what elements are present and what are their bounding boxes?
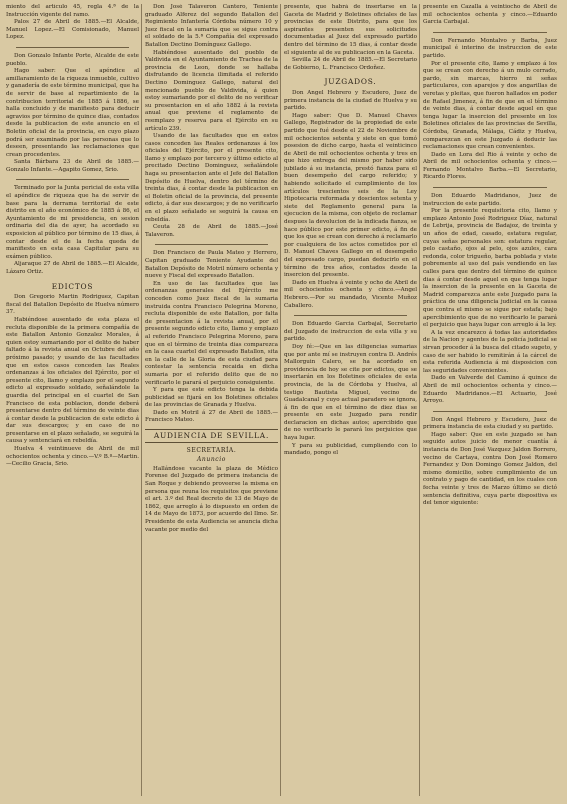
- paragraph: Dado en Motril á 27 de Abril de 1885.—Francisco Mateo.: [145, 409, 278, 424]
- paragraph: Usando de las facultades que en estos casos conceden las Reales ordenanzas á los oficiales del Ejército, por el presente cito, llamo y emplazo por tercero y último edicto al precitado Dectino Dominguez, señalándole haga su presentacion ante el Jefe del Batallon Depósito de Huelva, dentro del término de treinta dias, á contar desde la publicacion en el Boletin oficial de la provincia, del presente edicto, á dar sus descargos; y de no verificarlo en el plazo señalado se seguirá la causa en rebeldía.: [145, 133, 278, 223]
- paragraph: A la vez encarezco á todas las autoridades de la Nacion y agentes de la policía judicial se sirvan proceder á la busca del citado sugeto, y caso de ser habido lo remitirán á la cárcel de esta referida Audiencia á mi disposicion con las seguridades convenientes.: [423, 329, 557, 374]
- paragraph: Por el presente cito, llamo y emplazo á los que se crean con derecho á un mulo cerrado, pardo, sin marcas, hierro ni señas particulares, con aparejos y dos angarillas de veretas y pleitas, que fueron hallados en poder de Rafael Jimenez, á fin de que en el término de veinte dias, á contar desde aquel en que tenga lugar la insercion del presente en los Boletines oficiales de las provincias de Sevilla, Córdoba, Granada, Málaga, Cádiz y Huelva, comparezcan en este Juzgado á deducir las reclamaciones que crean convenientes.: [423, 60, 557, 151]
- column-3: [284, 4, 420, 796]
- section-heading: JUZGADOS.: [324, 77, 377, 87]
- paragraph: Don Angel Hebrero y Escudero, Juez de primera instancia de la ciudad de Huelva y su partido.: [284, 89, 417, 112]
- paragraph: Don Eduardo Garcia Carbajal, Secretario del Juzgado de instruccion de esta villa y su partido.: [284, 321, 417, 343]
- paragraph: Hallándose vacante la plaza de Médico Forense del Juzgado de primera instancia de San Roque y debiendo proveerse la misma en persona que reuna los requisitos que previene el art. 3.º del Real decreto de 13 de Mayo de 1862, que arreglo á lo dispuesto en orden de 14 de Mayo de 1873, por acuerdo del Ilmo. Sr. Presidente de esta Audiencia se anuncia dicha vacante por medio del: [145, 465, 278, 533]
- paragraph: Y para su publicidad, cumpliendo con lo mandado, pongo el: [284, 442, 417, 457]
- paragraph: Santa Bárbara 23 de Abril de 1885.—Gonzalo Infante.—Agapito Gomez, Srio.: [6, 159, 139, 173]
- column-1: [6, 4, 142, 796]
- section-divider: [433, 187, 547, 188]
- paragraph: Habiéndose ausentado de esta plaza el recluta disponible de la primera compañía de este Batallon Antonio Gonzalez Morales, á quien estoy sumariando por el delito de haber faltado á la revista anual en Octubre del año próximo pasado; y usando de las facultades que en estos casos conceden las Reales ordenanzas á los oficiales del Ejército, por el presente cito, llamo y emplazo por el segundo edicto al expresado soldado, señalándole la guardia del principal en el cuartel de San Francisco de esta poblacion, donde deberá presentarse dentro del término de veinte dias á contar desde la publicacion de este edicto á dar sus descargos; y en caso de no presentarse en el plazo señalado, se seguirá la causa y sentenciará en rebeldía.: [6, 316, 139, 445]
- paragraph: En uso de las facultades que las ordenanzas generales del Ejército me conceden como Juez fiscal de la sumaria instruida contra Francisco Pelegrina Moreno, recluta disponible de este Batallon, por falta de presentacion á la revista anual, por el presente segundo edicto cito, llamo y emplazo al referido Francisco Pelegrina Moreno, para que en el término de treinta dias comparezca en la casa cuartel del expresado Batallon, sita en la calle de la Gloria de esta ciudad para contestar la sentencia recaida en dicha sumaria por el referido delito que de no verificarlo le parará el perjuicio consiguiente.: [145, 280, 278, 386]
- paragraph: Por la presente requisitoria cito, llamo y emplazo Antonio José Rodriguez Díaz, natural de Lebrija, provincia de Badajoz, de treinta y un años de edad, casado, estatura regular, cuyas señas personales son: estatura regular, pelo castaño, ojos al pelo, ojos azules, cara redonda, color trigueño, barba poblada y viste pobremente al uso del país vendiendo en las calles para que dentro del término de quince dias á contar desde aquel en que tenga lugar la insercion de la presente en la Gaceta de Madrid comparezca ante este Juzgado para la práctica de una diligencia judicial en la causa que contra el mismo se sigue por estafa; bajo apercibimiento que de no verificarlo le parará el perjuicio que haya lugar con arreglo á la ley.: [423, 208, 557, 329]
- column-2: [145, 4, 281, 796]
- paragraph: Doy fé:—Que en las diligencias sumarias que por ante mí se instruyen contra D. Andrés Mallorguin Calero, se ha acordado en providencia de hoy se cite por edictos, que se insertarán en los Boletines oficiales de esta provincia, de la de Córdoba y Huelva, al testigo Bautista Miguel, vecino de Guadalcanal y cuyo actual paradero se ignora, á fin de que en el término de diez dias se presente en este Juzgado para rendir declaracion en dichas autos; apercibido que de no verificarlo le parará los perjuicios que haya lugar.: [284, 343, 417, 442]
- section-heading: AUDIENCIA DE SEVILLA.: [145, 429, 278, 443]
- paragraph: Huelva 4 veintinueve de Abril de mil ochocientos ochenta y cinco.—V.º B.º—Martin.—Cecilio Gracia, Srio.: [6, 446, 139, 468]
- paragraph: Dado en Valverde del Camino á quince de Abril de mil ochocientos ochenta y cinco.—Eduardo Madridanos.—El Actuario, José Arroyo.: [423, 375, 557, 405]
- paragraph: Sevilla 24 de Abril de 1885.—El Secretario de Gobierno, L. Francisco Ordoñez.: [284, 57, 417, 71]
- newspaper-page: [6, 4, 561, 796]
- section-heading: EDICTOS: [51, 281, 94, 291]
- section-divider: [433, 411, 547, 412]
- paragraph: Habiéndose ausentado del pueblo de Valdivida en el Ayuntamiento de Trachea de la provincia de Leon, donde se hallaba disfrutando de licencia ilimitada el referido Dectino Dominguez Gallego, natural del mencionado pueblo de Valdivida, á quien estoy sumariando por el delito de no verificar su presentacion en el año 1882 á la revista anual que previene el reglamento de reemplazo y reserva para el Ejército en su artículo 239.: [145, 49, 278, 132]
- paragraph: Don Angel Hebrero y Escudero, Juez de primera instancia de esta ciudad y su partido.: [423, 416, 557, 431]
- paragraph: Aljaraque 27 de Abril de 1885.—El Alcalde, Lázaro Ortiz.: [6, 261, 139, 275]
- paragraph: Y para que este edicto tenga la debida publicidad se fijará en los Boletines oficiales de las provincias de Granada y Huelva.: [145, 387, 278, 409]
- paragraph: Don Gonzalo Infante Porte, Alcalde de este pueblo.: [6, 52, 139, 67]
- column-4: [423, 4, 559, 796]
- section-divider: [16, 179, 129, 180]
- section-divider: [433, 32, 547, 33]
- section-divider: [155, 244, 268, 245]
- paragraph: Palos 27 de Abril de 1885.—El Alcalde, Manuel Lopez.—El Comisionado, Manuel Lopez.: [6, 19, 139, 41]
- subheading: SECRETARÍA.: [186, 446, 237, 454]
- paragraph: Hago saber: Que en este juzgado se han seguido autos juicio de menor cuantía á instancia de Don José Vazquez Jaldon Borrero, vecino de Cartaya, contra Don José Romero Fernandez y Don Domingo Gomez Jaldon, del mismo domicilio, sobre cumplimiento de un contrato y pago de cantidad, en los cuales con fecha veinte y tres de Marzo último se dictó sentencia definitiva, cuya parte dispositiva es del tenor siguiente:: [423, 431, 557, 507]
- section-divider: [294, 315, 407, 316]
- subheading: Anuncio: [196, 456, 227, 464]
- paragraph: presente en Cazalla á veintiocho de Abril de mil ochocientos ochenta y cinco.—Eduardo Garcia Carbajal.: [423, 4, 557, 26]
- paragraph: Dado en Huelva á veinte y ocho de Abril de mil ochocientos ochenta y cinco.—Angel Hebrero.—Por su mandado, Vicente Muñoz Caballero.: [284, 279, 417, 309]
- paragraph: Don José Talaveron Cantero, Teniente graduado Alferez del segundo Batallon del Regimiento Infantería Córdoba número 10 y Juez fiscal en la sumaria que se sigue contra el soldado de la 5.ª Compañía del expresado Batallon Dectino Domínguez Gallego.: [145, 4, 278, 48]
- paragraph: Hago saber: Que el apéndice al amillaramiento de la riqueza inmueble, cultivo y ganadería de este término municipal, que ha de servir de base al repartimiento de la contribucion territorial de 1885 á 1886, se halla concluido y de manifiesto para deducir agravios por término de quince dias, contados desde la publicacion de este anuncio en el Boletin oficial de la provincia, en cuyo plazo podrá ser examinado por las personas que lo deseen, presentando las reclamaciones que crean procedentes.: [6, 68, 139, 158]
- paragraph: Hago saber: Que D. Manuel Chaves Gallego, Registrador de la propiedad de este partido que fué desde el 22 de Noviembre de mil ochocientos setenta y siete en que tomó posesion de dicho cargo, hasta el veinticinco de Abril de mil ochocientos ochenta y tres en que hizo entrega del mismo por haber sido jubilado á su instancia, prestó fianza para el buen desempeño del cargo referido; y habiendo solicitado el cumplimiento de los artículos trescientos seis de la Ley Hipotecaria reformada y doscientos setenta y siete del Reglamento general para la ejecucion de la misma, con objeto de reclamar despues la devolucion de la indicada fianza, se hace público por este primer edicto, á fin de que los que se crean con derecho á reclamarlo por cualquiera de los actos cometidos por el D. Manuel Chaves Gallego en el desempeño del expresado cargo, puedan deducirlo en el término de tres años, contados desde la insercion del presente.: [284, 112, 417, 279]
- paragraph: Terminado por la Junta pericial de esta villa el apéndice de riqueza que ha de servir de base para la derrama territorial de este distrito en el año económico de 1885 á 86, el Ayuntamiento de mi presidencia, en sesion ordinaria del dia de ayer, ha acordado su exposicion al público por término de 15 dias, á contar desde el de la fecha queda de manifiesto en esta casa Capitular para su exámen público.: [6, 185, 139, 260]
- paragraph: Don Francisco de Paula Mateo y Herrero, Capitan graduado Teniente Ayudante del Batallon Depósito de Motril número ochenta y nueve y Fiscal del expresado Batallon.: [145, 250, 278, 280]
- section-divider: [16, 47, 129, 48]
- paragraph: miento del artículo 45, regla 4.ª de la Instrucción vigente del ramo.: [6, 4, 139, 18]
- paragraph: Ceuta 28 de Abril de 1885.—José Talaveron.: [145, 224, 278, 238]
- paragraph: Dado en Lora del Rio á veinte y ocho de Abril de mil ochocientos ochenta y cinco.—Fernando Montalvo Barba.—El Secretario, Ricardo Flores.: [423, 151, 557, 181]
- paragraph: Don Eduardo Madridanos, Juez de instruccion de este partido.: [423, 193, 557, 207]
- paragraph: Don Fernando Montalvo y Barba, Juez municipal é interino de instruccion de este partido.: [423, 37, 557, 59]
- paragraph: Don Gregorio Martin Rodriguez, Capitan fiscal del Batallon Depósito de Huelva número 37.: [6, 294, 139, 316]
- paragraph: presente, que habrá de insertarse en la Gaceta de Madrid y Boletines oficiales de las provincias de este Distrito, para que los aspirantes presenten sus solicitudes documentadas al Juez del expresado partido dentro del término de 15 dias, á contar desde el siguiente al de su publicacion en la Gaceta.: [284, 4, 417, 56]
